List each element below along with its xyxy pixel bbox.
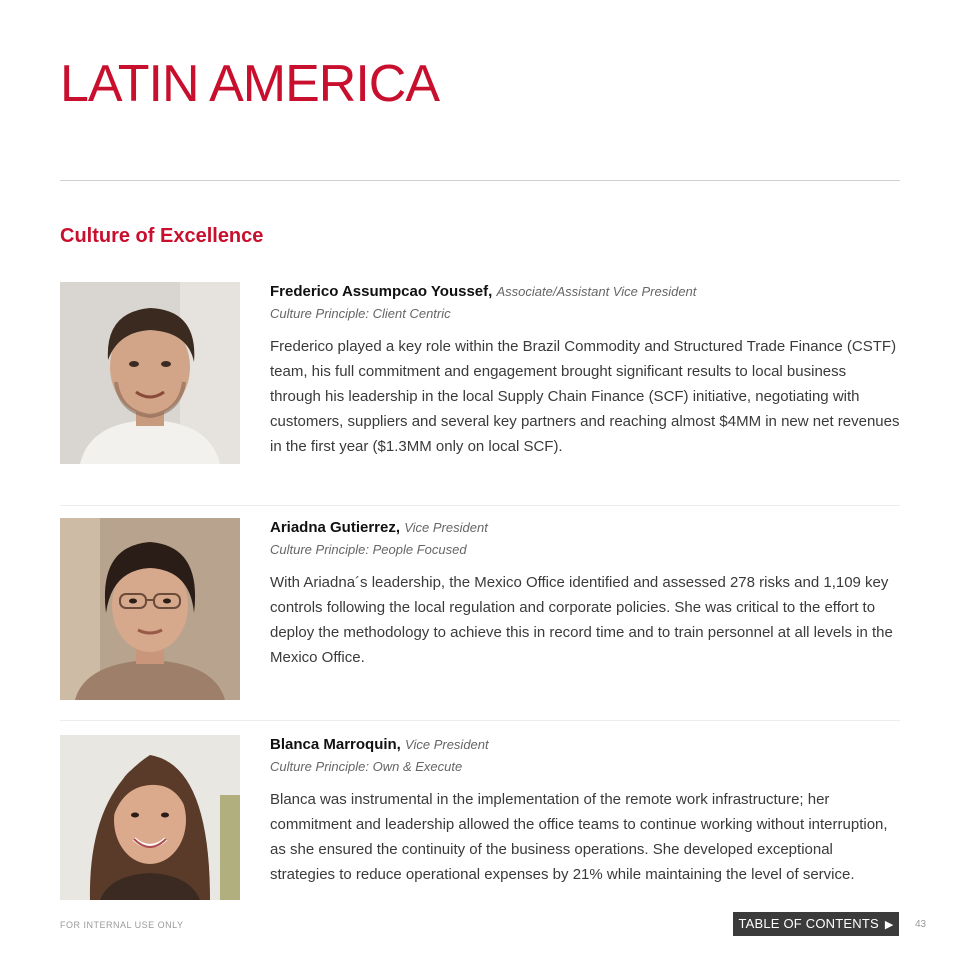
play-arrow-icon: ▶ bbox=[884, 919, 894, 931]
title-divider bbox=[60, 180, 900, 181]
toc-label: TABLE OF CONTENTS bbox=[738, 916, 879, 931]
profile-description: Frederico played a key role within the Brazil Commodity and Structured Trade Finance (CSTF) team, his full commitment and engagement brought significant results to local business through his leadership in the local Supply Chain Finance (SCF) initiative, negotiating with customers, suppliers and several key partners and reaching almost $4MM in new net revenues in the first year ($1.3MM only on local SCF). bbox=[270, 338, 900, 455]
table-of-contents-button[interactable] bbox=[733, 912, 899, 936]
culture-principle: Culture Principle: People Focused bbox=[270, 542, 467, 557]
profile-photo bbox=[60, 282, 240, 464]
person-photo-icon bbox=[60, 518, 240, 700]
person-photo-icon bbox=[60, 282, 240, 464]
profile-description: Blanca was instrumental in the implementation of the remote work infrastructure; her commitment and leadership allowed the office teams to continue working without interruption, as she ensured the continuity of the business operations. She developed exceptional strategies to reduce operational expenses by 21% while maintaining the level of service. bbox=[270, 791, 888, 883]
profile-name: Ariadna Gutierrez, bbox=[270, 519, 401, 536]
page-number: 43 bbox=[915, 919, 927, 930]
culture-principle: Culture Principle: Own & Execute bbox=[270, 759, 463, 774]
profile-name: Frederico Assumpcao Youssef, bbox=[270, 283, 493, 300]
profile-name: Blanca Marroquin, bbox=[270, 736, 401, 753]
profile-separator bbox=[60, 505, 900, 506]
internal-use-notice: FOR INTERNAL USE ONLY bbox=[60, 920, 184, 930]
profile-role: Associate/Assistant Vice President bbox=[496, 284, 697, 299]
profile-role: Vice President bbox=[404, 520, 488, 535]
profile-photo bbox=[60, 735, 240, 900]
profile-photo bbox=[60, 518, 240, 700]
culture-principle: Culture Principle: Client Centric bbox=[270, 306, 451, 321]
person-photo-icon bbox=[60, 735, 240, 900]
profile-separator bbox=[60, 720, 900, 721]
profile-role: Vice President bbox=[405, 737, 489, 752]
section-heading: Culture of Excellence bbox=[60, 225, 264, 247]
page-title: LATIN AMERICA bbox=[60, 55, 440, 113]
profile-description: With Ariadna´s leadership, the Mexico Office identified and assessed 278 risks and 1,109 key controls following the local regulation and corporate policies. She was critical to the effort to deploy the methodology to achieve this in record time and to train personnel at all levels in the Mexico Office. bbox=[270, 574, 893, 666]
